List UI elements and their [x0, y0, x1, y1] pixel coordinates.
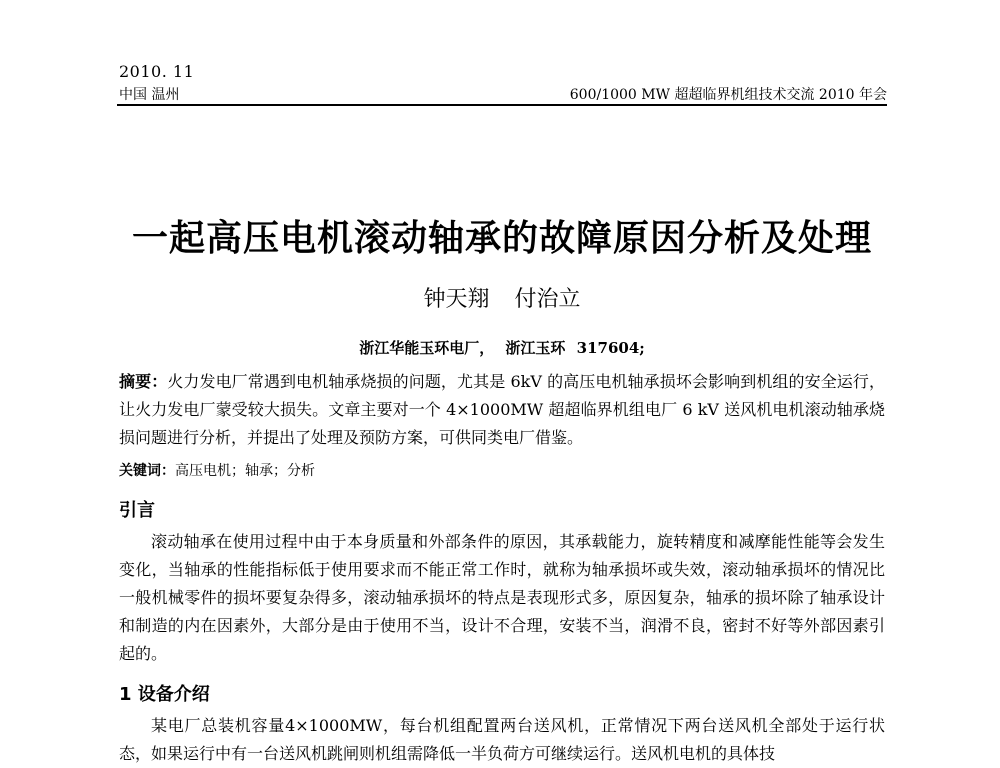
paper-affiliation: 浙江华能玉环电厂， 浙江玉环 317604; — [359, 339, 645, 357]
keywords-text: 高压电机；轴承；分析 — [175, 463, 315, 479]
section-heading-equipment: 1 设备介绍 — [119, 684, 210, 705]
keywords — [119, 460, 885, 480]
header-rule — [117, 104, 887, 106]
section-heading-intro: 引言 — [119, 500, 155, 521]
equipment-paragraph: 某电厂总装机容量4×1000MW，每台机组配置两台送风机，正常情况下两台送风机全部处于运行状态，如果运行中有一台送风机跳闸则机组需降低一半负荷方可继续运行。送风机电机的具体技 — [119, 716, 885, 763]
keywords-label: 关键词： — [119, 463, 175, 479]
paper-authors: 钟天翔 付治立 — [423, 287, 581, 312]
header-date: 2010. 11 — [119, 62, 195, 81]
paper-title: 一起高压电机滚动轴承的故障原因分析及处理 — [131, 218, 872, 259]
abstract — [119, 368, 885, 452]
abstract-label: 摘要： — [119, 372, 168, 391]
abstract-text: 火力发电厂常遇到电机轴承烧损的问题，尤其是 6kV 的高压电机轴承损坏会影响到机组的安全运行，让火力发电厂蒙受较大损失。文章主要对一个 4×1000MW 超超临界机组电厂 6 kV 送风机电机滚动轴承烧损问题进行分析，并提出了处理及预防方案，可供同类电厂借鉴。 — [119, 372, 885, 447]
header-conference: 600/1000 MW 超超临界机组技术交流 2010 年会 — [569, 87, 887, 103]
intro-paragraph: 滚动轴承在使用过程中由于本身质量和外部条件的原因，其承载能力，旋转精度和减摩能性能等会发生变化，当轴承的性能指标低于使用要求而不能正常工作时，就称为轴承损坏或失效，滚动轴承损坏的情况比一般机械零件的损坏要复杂得多，滚动轴承损坏的特点是表现形式多，原因复杂，轴承的损坏除了轴承设计和制造的内在因素外，大部分是由于使用不当，设计不合理，安装不当，润滑不良，密封不好等外部因素引起的。 — [119, 532, 885, 663]
header-place: 中国 温州 — [119, 87, 180, 103]
